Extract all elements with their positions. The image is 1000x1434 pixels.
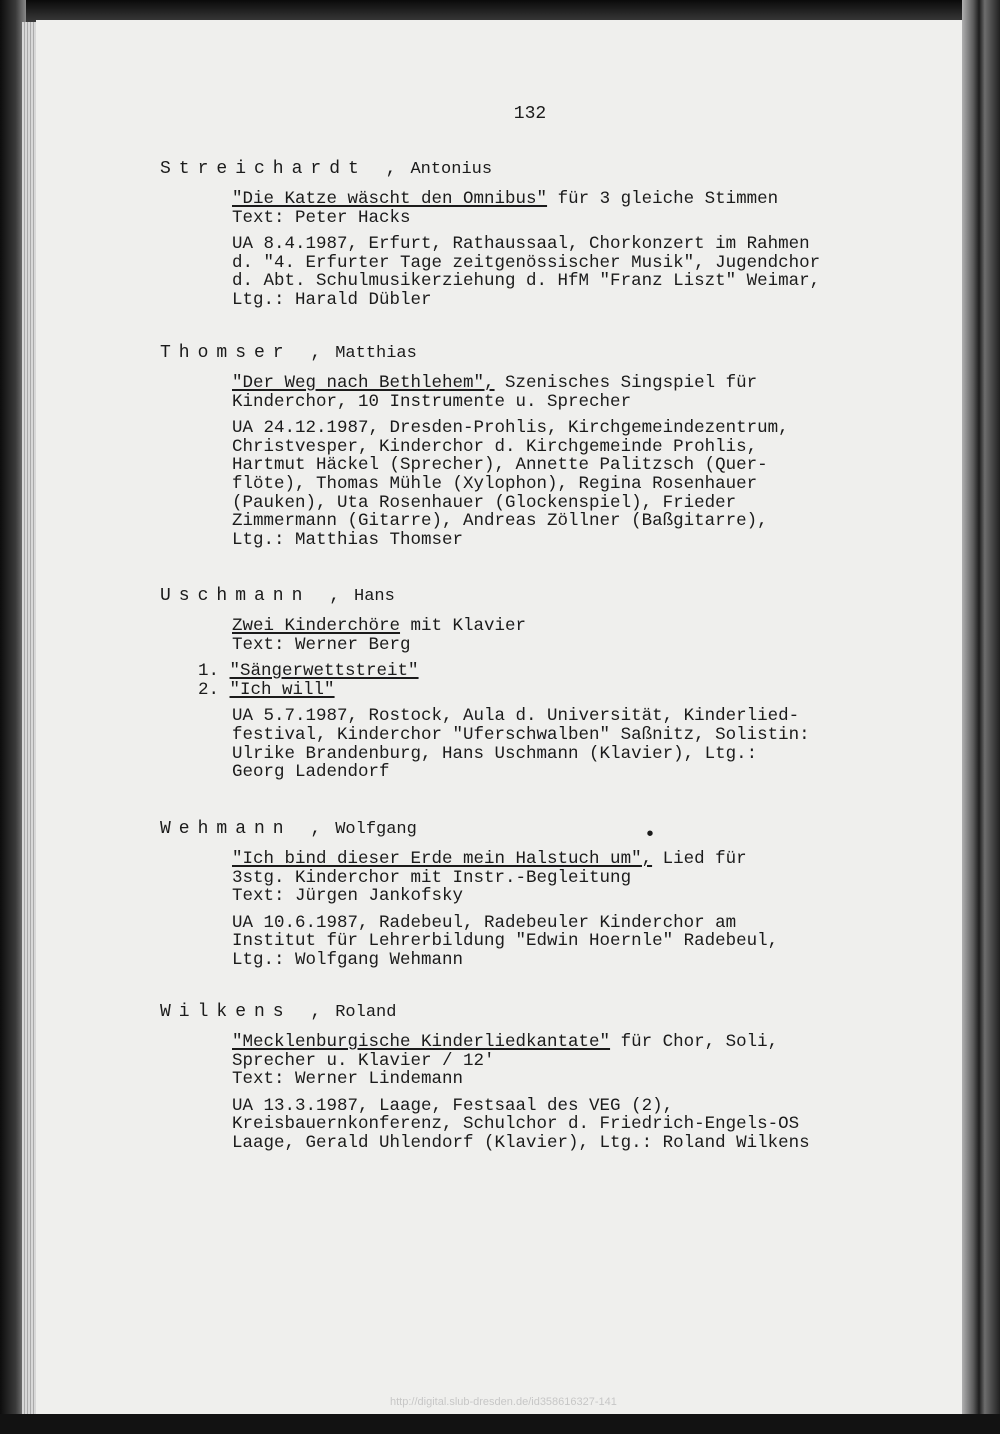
composer-firstname: Matthias — [335, 344, 417, 363]
performance-line: Christvesper, Kinderchor d. Kirchgemeinde Prohlis, — [232, 436, 758, 457]
work-line: Text: Werner Lindemann — [232, 1069, 464, 1090]
work-title: "Der Weg nach Bethlehem", — [232, 373, 495, 393]
performance-line: Georg Ladendorf — [232, 762, 390, 783]
page-number: 132 — [513, 104, 547, 124]
work-description — [232, 1033, 920, 1089]
performance-line: Hartmut Häckel (Sprecher), Annette Palitzsch (Quer- — [232, 455, 768, 476]
performance-line: Institut für Lehrerbildung "Edwin Hoernle" Radebeul, — [232, 931, 779, 952]
work-title: "Die Katze wäscht den Omnibus" — [232, 189, 548, 209]
work-title: Zwei Kinderchöre — [232, 616, 401, 636]
entry-thomser — [160, 342, 920, 549]
work-title: "Ich bind dieser Erde mein Halstuch um", — [232, 849, 653, 869]
work-title-rest: Szenisches Singspiel für — [494, 373, 758, 393]
performance-line: Kreisbauernkonferenz, Schulchor d. Friedrich-Engels-OS — [232, 1114, 800, 1135]
list-item — [198, 681, 920, 700]
composer-surname: Wilkens , — [160, 1002, 330, 1022]
work-line: Kinderchor, 10 Instrumente u. Sprecher — [232, 391, 632, 412]
composer-firstname: Antonius — [410, 160, 493, 179]
entry-wilkens — [160, 1001, 920, 1153]
ink-dot: • — [644, 824, 657, 847]
performance-line: Zimmermann (Gitarre), Andreas Zöllner (Baßgitarre), — [232, 511, 768, 532]
performance-details — [232, 235, 920, 309]
work-description — [232, 374, 920, 411]
performance-line: Ulrike Brandenburg, Hans Uschmann (Klavier), Ltg.: — [232, 743, 758, 764]
performance-line: Laage, Gerald Uhlendorf (Klavier), Ltg.: Roland Wilkens — [232, 1132, 810, 1153]
scan-top-border — [0, 0, 1000, 22]
entry-wehmann — [160, 818, 920, 970]
performance-line: Ltg.: Wolfgang Wehmann — [232, 949, 464, 970]
composer-surname: Streichardt , — [160, 159, 405, 179]
work-description — [232, 617, 920, 654]
composer-heading — [160, 158, 920, 180]
performance-line: UA 8.4.1987, Erfurt, Rathaussaal, Chorkonzert im Rahmen — [232, 234, 810, 255]
performance-line: UA 10.6.1987, Radebeul, Radebeuler Kinderchor am — [232, 912, 737, 933]
work-title: "Mecklenburgische Kinderliedkantate" — [232, 1032, 611, 1052]
piece-title: "Sängerwettstreit" — [229, 661, 419, 682]
performance-details — [232, 419, 920, 549]
entry-uschmann — [160, 585, 920, 782]
composer-heading — [160, 342, 920, 364]
composer-firstname: Hans — [354, 587, 395, 606]
piece-list — [198, 662, 920, 699]
work-description — [232, 190, 920, 227]
work-line: Text: Peter Hacks — [232, 207, 411, 228]
work-line: Text: Jürgen Jankofsky — [232, 886, 464, 907]
composer-heading — [160, 1001, 920, 1023]
composer-firstname: Wolfgang — [335, 820, 417, 839]
composer-surname: Wehmann , — [160, 819, 330, 839]
performance-line: Ltg.: Matthias Thomser — [232, 529, 464, 550]
performance-line: UA 13.3.1987, Laage, Festsaal des VEG (2), — [232, 1095, 674, 1116]
performance-line: UA 5.7.1987, Rostock, Aula d. Universität, Kinderlied- — [232, 706, 800, 727]
performance-line: d. "4. Erfurter Tage zeitgenössischer Musik", Jugendchor — [232, 252, 821, 273]
performance-line: festival, Kinderchor "Uferschwalben" Saßnitz, Solistin: — [232, 724, 810, 745]
work-line: Sprecher u. Klavier / 12' — [232, 1050, 495, 1071]
composer-surname: Thomser , — [160, 343, 330, 363]
performance-line: UA 24.12.1987, Dresden-Prohlis, Kirchgemeindezentrum, — [232, 418, 789, 439]
work-title-rest: Lied für — [652, 849, 747, 869]
composer-heading — [160, 818, 920, 840]
composer-heading — [160, 585, 920, 607]
piece-title: "Ich will" — [229, 679, 335, 700]
performance-line: flöte), Thomas Mühle (Xylophon), Regina Rosenhauer — [232, 473, 758, 494]
performance-line: (Pauken), Uta Rosenhauer (Glockenspiel), Frieder — [232, 492, 737, 513]
performance-line: Ltg.: Harald Dübler — [232, 289, 432, 310]
work-title-rest: für 3 gleiche Stimmen — [547, 189, 779, 209]
performance-details — [232, 707, 920, 781]
work-title-rest: mit Klavier — [400, 616, 527, 636]
work-title-rest: für Chor, Soli, — [610, 1032, 779, 1052]
list-item — [198, 662, 920, 681]
composer-firstname: Roland — [335, 1003, 397, 1022]
book-right-edge — [962, 0, 1000, 1434]
piece-number: 1. — [198, 661, 220, 682]
work-description — [232, 850, 920, 906]
entry-streichardt — [160, 158, 920, 310]
scan-bottom-border — [0, 1414, 1000, 1434]
composer-surname: Uschmann , — [160, 586, 349, 606]
piece-number: 2. — [198, 679, 220, 700]
performance-details — [232, 914, 920, 970]
source-url[interactable]: http://digital.slub-dresden.de/id358616327-141 — [390, 1396, 617, 1408]
performance-details — [232, 1097, 920, 1153]
work-line: Text: Werner Berg — [232, 634, 411, 655]
performance-line: d. Abt. Schulmusikerziehung d. HfM "Franz Liszt" Weimar, — [232, 271, 821, 292]
work-line: 3stg. Kinderchor mit Instr.-Begleitung — [232, 867, 632, 888]
